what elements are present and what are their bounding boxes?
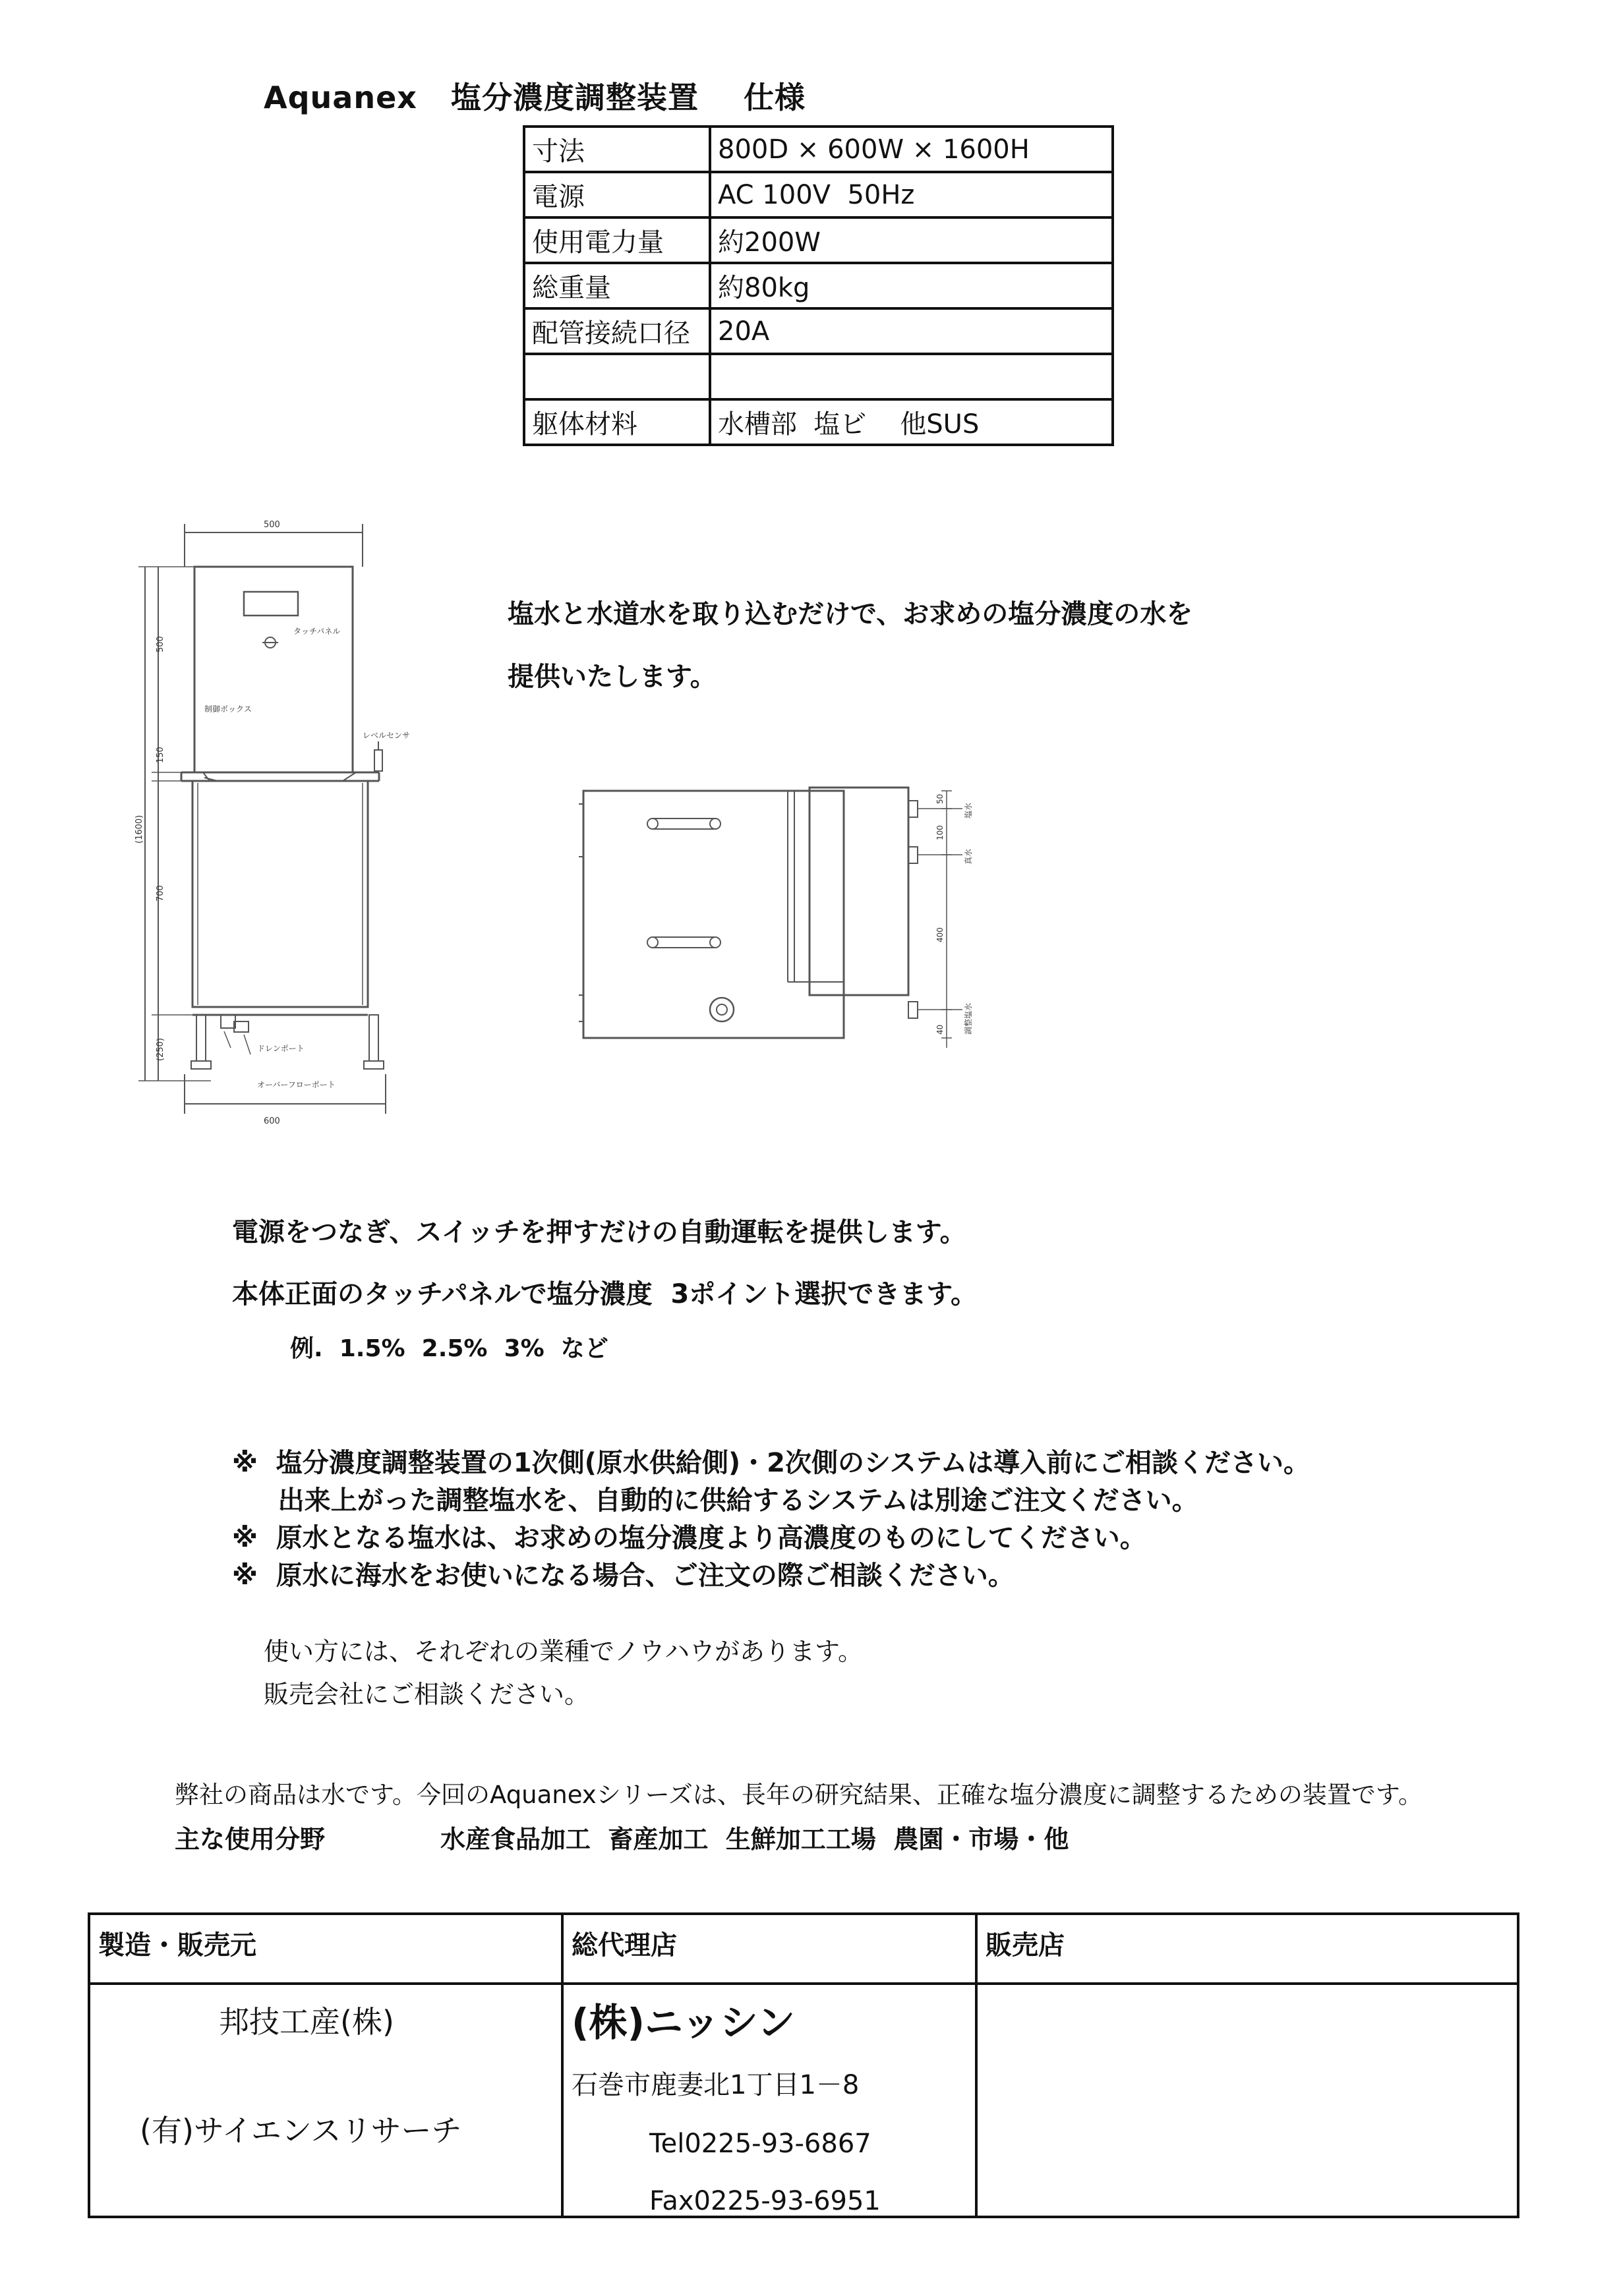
dealer-header: 販売店 <box>976 1914 1518 1984</box>
spec-label: 配管接続口径 <box>524 308 710 354</box>
side-label-salt: 塩水 <box>964 802 973 818</box>
usage-fields-label: 主な使用分野 <box>175 1825 326 1854</box>
level-sensor-label: レベルセンサ <box>363 731 411 740</box>
spec-row <box>524 127 1113 172</box>
agent-name: (株)ニッシン <box>572 2000 796 2045</box>
spec-row <box>524 263 1113 308</box>
overflow-port-label: オーバーフローポート <box>257 1080 336 1089</box>
spec-label: 寸法 <box>524 127 710 172</box>
spec-value <box>710 354 1113 399</box>
side-label-fresh: 真水 <box>964 848 973 865</box>
spec-label <box>524 354 710 399</box>
company-statement: 弊社の商品は水です。今回のAquanexシリーズは、長年の研究結果、正確な塩分濃度に調整するための装置です。 <box>175 1781 1423 1809</box>
front-view-drawing <box>132 514 435 1130</box>
usage-line-1: 使い方には、それぞれの業種でノウハウがあります。 <box>264 1637 863 1666</box>
spec-label: 躯体材料 <box>524 399 710 445</box>
touch-panel-label: タッチパネル <box>293 627 341 636</box>
footer-table <box>88 1912 1519 2218</box>
intro-line-1: 塩水と水道水を取り込むだけで、お求めの塩分濃度の水を <box>508 599 1193 629</box>
note-2: ※ 原水となる塩水は、お求めの塩分濃度より高濃度のものにしてください。 <box>232 1523 1146 1553</box>
maker-header: 製造・販売元 <box>89 1914 562 1984</box>
spec-label: 使用電力量 <box>524 217 710 263</box>
feature-line-2: 本体正面のタッチパネルで塩分濃度 3ポイント選択できます。 <box>232 1279 978 1309</box>
spec-value: 800D × 600W × 1600H <box>710 127 1113 172</box>
spec-row <box>524 217 1113 263</box>
dim-tank-label: 700 <box>156 885 165 902</box>
dim-top-label: 500 <box>264 520 280 530</box>
spec-label: 電源 <box>524 172 710 217</box>
maker-name-2: (有)サイエンスリサーチ <box>140 2113 462 2148</box>
spec-value: 約200W <box>710 217 1113 263</box>
usage-line-2: 販売会社にご相談ください。 <box>264 1680 590 1709</box>
feature-line-1: 電源をつなぎ、スイッチを押すだけの自動運転を提供します。 <box>232 1217 966 1248</box>
dim-neck-label: 150 <box>156 747 165 763</box>
document-title: Aquanex 塩分濃度調整装置 仕様 <box>264 80 806 115</box>
usage-fields-value: 水産食品加工 畜産加工 生鮮加工工場 農園・市場・他 <box>440 1825 1069 1854</box>
dim-leg-label: (250) <box>156 1038 165 1061</box>
note-3: ※ 原水に海水をお使いになる場合、ご注文の際ご相談ください。 <box>232 1561 1015 1591</box>
side-dim-d: 40 <box>935 1024 945 1035</box>
spec-value: AC 100V 50Hz <box>710 172 1113 217</box>
spec-table <box>523 125 1114 446</box>
side-dim-c: 400 <box>935 927 945 942</box>
agent-fax: Fax0225-93-6951 <box>649 2186 881 2216</box>
maker-name-1: 邦技工産(株) <box>219 2004 394 2040</box>
control-box-label: 制御ボックス <box>204 704 252 714</box>
spec-row-empty <box>524 354 1113 399</box>
agent-header: 総代理店 <box>562 1914 976 1984</box>
agent-address: 石巻市鹿妻北1丁目1－8 <box>572 2070 860 2100</box>
drain-port-label: ドレンポート <box>257 1044 305 1053</box>
spec-value: 20A <box>710 308 1113 354</box>
agent-tel: Tel0225-93-6867 <box>649 2129 871 2159</box>
note-1b: 出来上がった調整塩水を、自動的に供給するシステムは別途ご注文ください。 <box>232 1485 1198 1516</box>
spec-value: 水槽部 塩ビ 他SUS <box>710 399 1113 445</box>
note-1a: ※ 塩分濃度調整装置の1次側(原水供給側)・2次側のシステムは導入前にご相談ください。 <box>232 1448 1310 1478</box>
dim-total-label: (1600) <box>134 815 144 844</box>
intro-line-2: 提供いたします。 <box>508 662 717 692</box>
side-view-drawing <box>567 778 989 1068</box>
spec-label: 総重量 <box>524 263 710 308</box>
spec-row <box>524 399 1113 445</box>
side-dim-a: 50 <box>935 793 945 804</box>
side-dim-b: 100 <box>935 825 945 840</box>
spec-row <box>524 308 1113 354</box>
dim-bottom-label: 600 <box>264 1116 280 1126</box>
dealer-cell <box>976 1984 1518 2217</box>
dim-box-label: 500 <box>156 636 165 652</box>
spec-row <box>524 172 1113 217</box>
spec-value: 約80kg <box>710 263 1113 308</box>
agent-cell <box>562 1984 976 2217</box>
maker-cell <box>89 1984 562 2217</box>
side-label-mixed: 調整塩水 <box>964 1002 973 1035</box>
feature-example: 例. 1.5% 2.5% 3% など <box>290 1335 608 1362</box>
